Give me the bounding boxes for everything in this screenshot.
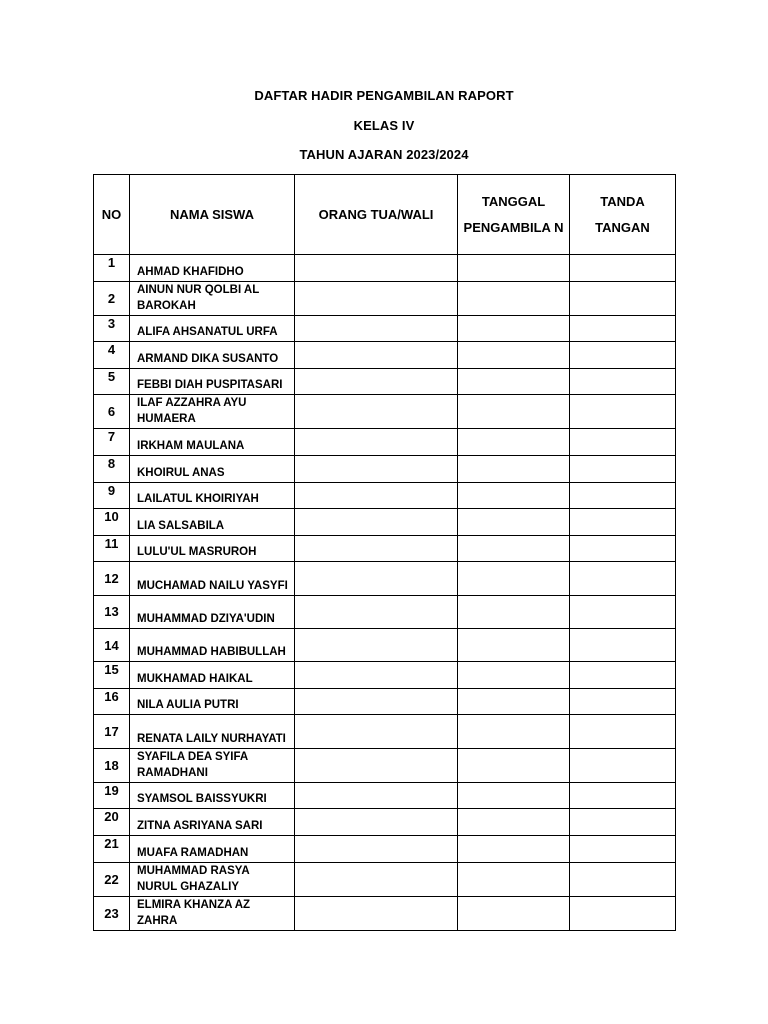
row-number: 18 xyxy=(94,748,130,782)
date-cell[interactable] xyxy=(458,688,570,715)
parent-cell[interactable] xyxy=(295,782,458,809)
row-number: 17 xyxy=(94,715,130,748)
student-name: NILA AULIA PUTRI xyxy=(130,688,295,715)
student-name: MUHAMMAD HABIBULLAH xyxy=(130,628,295,661)
student-name: LULU'UL MASRUROH xyxy=(130,535,295,562)
table-row xyxy=(94,896,676,930)
date-cell[interactable] xyxy=(458,748,570,782)
table-header-row xyxy=(94,175,676,255)
header-signature: TANDA TANGAN xyxy=(570,175,676,255)
signature-cell[interactable] xyxy=(570,509,676,536)
table-row xyxy=(94,315,676,342)
row-number: 4 xyxy=(94,342,130,369)
date-cell[interactable] xyxy=(458,281,570,315)
parent-cell[interactable] xyxy=(295,835,458,862)
parent-cell[interactable] xyxy=(295,455,458,482)
table-row xyxy=(94,429,676,456)
parent-cell[interactable] xyxy=(295,315,458,342)
header-parent: ORANG TUA/WALI xyxy=(295,175,458,255)
student-name: AHMAD KHAFIDHO xyxy=(130,255,295,282)
parent-cell[interactable] xyxy=(295,509,458,536)
row-number: 12 xyxy=(94,562,130,595)
row-number: 3 xyxy=(94,315,130,342)
parent-cell[interactable] xyxy=(295,429,458,456)
student-name: RENATA LAILY NURHAYATI xyxy=(130,715,295,748)
row-number: 23 xyxy=(94,896,130,930)
table-body xyxy=(94,255,676,931)
table-row xyxy=(94,255,676,282)
table-row xyxy=(94,595,676,628)
student-name: SYAFILA DEA SYIFA RAMADHANI xyxy=(130,748,295,782)
row-number: 22 xyxy=(94,862,130,896)
date-cell[interactable] xyxy=(458,482,570,509)
table-row xyxy=(94,628,676,661)
student-name: ELMIRA KHANZA AZ ZAHRA xyxy=(130,896,295,930)
student-name: SYAMSOL BAISSYUKRI xyxy=(130,782,295,809)
row-number: 5 xyxy=(94,368,130,395)
date-cell[interactable] xyxy=(458,862,570,896)
signature-cell[interactable] xyxy=(570,809,676,836)
header-no: NO xyxy=(94,175,130,255)
parent-cell[interactable] xyxy=(295,562,458,595)
table-row xyxy=(94,715,676,748)
table-row xyxy=(94,395,676,429)
student-name: MUHAMMAD DZIYA'UDIN xyxy=(130,595,295,628)
signature-cell[interactable] xyxy=(570,535,676,562)
row-number: 19 xyxy=(94,782,130,809)
date-cell[interactable] xyxy=(458,395,570,429)
class-label: KELAS IV xyxy=(353,117,415,133)
table-row xyxy=(94,281,676,315)
date-cell[interactable] xyxy=(458,535,570,562)
table-row xyxy=(94,662,676,689)
table-row xyxy=(94,688,676,715)
parent-cell[interactable] xyxy=(295,595,458,628)
date-cell[interactable] xyxy=(458,628,570,661)
parent-cell[interactable] xyxy=(295,535,458,562)
signature-cell[interactable] xyxy=(570,688,676,715)
table-row xyxy=(94,342,676,369)
row-number: 14 xyxy=(94,628,130,661)
parent-cell[interactable] xyxy=(295,862,458,896)
signature-cell[interactable] xyxy=(570,628,676,661)
table-row xyxy=(94,455,676,482)
date-cell[interactable] xyxy=(458,662,570,689)
date-cell[interactable] xyxy=(458,715,570,748)
table-row xyxy=(94,748,676,782)
signature-cell[interactable] xyxy=(570,862,676,896)
row-number: 1 xyxy=(94,255,130,282)
parent-cell[interactable] xyxy=(295,688,458,715)
student-name: ZITNA ASRIYANA SARI xyxy=(130,809,295,836)
student-name: MUKHAMAD HAIKAL xyxy=(130,662,295,689)
header-date: TANGGAL PENGAMBILA N xyxy=(458,175,570,255)
student-name: KHOIRUL ANAS xyxy=(130,455,295,482)
student-name: LAILATUL KHOIRIYAH xyxy=(130,482,295,509)
school-year-label: TAHUN AJARAN 2023/2024 xyxy=(299,147,469,162)
row-number: 6 xyxy=(94,395,130,429)
signature-cell[interactable] xyxy=(570,429,676,456)
parent-cell[interactable] xyxy=(295,368,458,395)
student-name: LIA SALSABILA xyxy=(130,509,295,536)
table-row xyxy=(94,562,676,595)
table-row xyxy=(94,368,676,395)
parent-cell[interactable] xyxy=(295,395,458,429)
date-cell[interactable] xyxy=(458,429,570,456)
date-cell[interactable] xyxy=(458,455,570,482)
document-header xyxy=(0,86,768,175)
signature-cell[interactable] xyxy=(570,255,676,282)
date-cell[interactable] xyxy=(458,595,570,628)
table-row xyxy=(94,782,676,809)
parent-cell[interactable] xyxy=(295,662,458,689)
student-name: ILAF AZZAHRA AYU HUMAERA xyxy=(130,395,295,429)
signature-cell[interactable] xyxy=(570,662,676,689)
student-name: FEBBI DIAH PUSPITASARI xyxy=(130,368,295,395)
attendance-table xyxy=(93,174,676,931)
row-number: 15 xyxy=(94,662,130,689)
table-row xyxy=(94,862,676,896)
parent-cell[interactable] xyxy=(295,281,458,315)
row-number: 16 xyxy=(94,688,130,715)
student-name: MUAFA RAMADHAN xyxy=(130,835,295,862)
date-cell[interactable] xyxy=(458,835,570,862)
table-row xyxy=(94,482,676,509)
date-cell[interactable] xyxy=(458,315,570,342)
table-row xyxy=(94,535,676,562)
date-cell[interactable] xyxy=(458,342,570,369)
row-number: 21 xyxy=(94,835,130,862)
row-number: 7 xyxy=(94,429,130,456)
signature-cell[interactable] xyxy=(570,562,676,595)
parent-cell[interactable] xyxy=(295,255,458,282)
row-number: 10 xyxy=(94,509,130,536)
row-number: 11 xyxy=(94,535,130,562)
row-number: 8 xyxy=(94,455,130,482)
signature-cell[interactable] xyxy=(570,395,676,429)
signature-cell[interactable] xyxy=(570,482,676,509)
header-student-name: NAMA SISWA xyxy=(130,175,295,255)
student-name: ALIFA AHSANATUL URFA xyxy=(130,315,295,342)
signature-cell[interactable] xyxy=(570,368,676,395)
parent-cell[interactable] xyxy=(295,482,458,509)
signature-cell[interactable] xyxy=(570,315,676,342)
student-name: ARMAND DIKA SUSANTO xyxy=(130,342,295,369)
signature-cell[interactable] xyxy=(570,455,676,482)
row-number: 2 xyxy=(94,281,130,315)
date-cell[interactable] xyxy=(458,782,570,809)
date-cell[interactable] xyxy=(458,896,570,930)
student-name: IRKHAM MAULANA xyxy=(130,429,295,456)
parent-cell[interactable] xyxy=(295,809,458,836)
parent-cell[interactable] xyxy=(295,748,458,782)
signature-cell[interactable] xyxy=(570,281,676,315)
signature-cell[interactable] xyxy=(570,715,676,748)
signature-cell[interactable] xyxy=(570,896,676,930)
student-name: MUCHAMAD NAILU YASYFI xyxy=(130,562,295,595)
date-cell[interactable] xyxy=(458,509,570,536)
parent-cell[interactable] xyxy=(295,628,458,661)
parent-cell[interactable] xyxy=(295,342,458,369)
student-name: AINUN NUR QOLBI AL BAROKAH xyxy=(130,281,295,315)
date-cell[interactable] xyxy=(458,809,570,836)
document-title: DAFTAR HADIR PENGAMBILAN RAPORT xyxy=(254,88,514,103)
date-cell[interactable] xyxy=(458,562,570,595)
signature-cell[interactable] xyxy=(570,748,676,782)
signature-cell[interactable] xyxy=(570,835,676,862)
signature-cell[interactable] xyxy=(570,342,676,369)
date-cell[interactable] xyxy=(458,255,570,282)
date-cell[interactable] xyxy=(458,368,570,395)
signature-cell[interactable] xyxy=(570,595,676,628)
row-number: 13 xyxy=(94,595,130,628)
row-number: 9 xyxy=(94,482,130,509)
table-row xyxy=(94,809,676,836)
parent-cell[interactable] xyxy=(295,715,458,748)
signature-cell[interactable] xyxy=(570,782,676,809)
parent-cell[interactable] xyxy=(295,896,458,930)
table-row xyxy=(94,509,676,536)
row-number: 20 xyxy=(94,809,130,836)
table-row xyxy=(94,835,676,862)
student-name: MUHAMMAD RASYA NURUL GHAZALIY xyxy=(130,862,295,896)
